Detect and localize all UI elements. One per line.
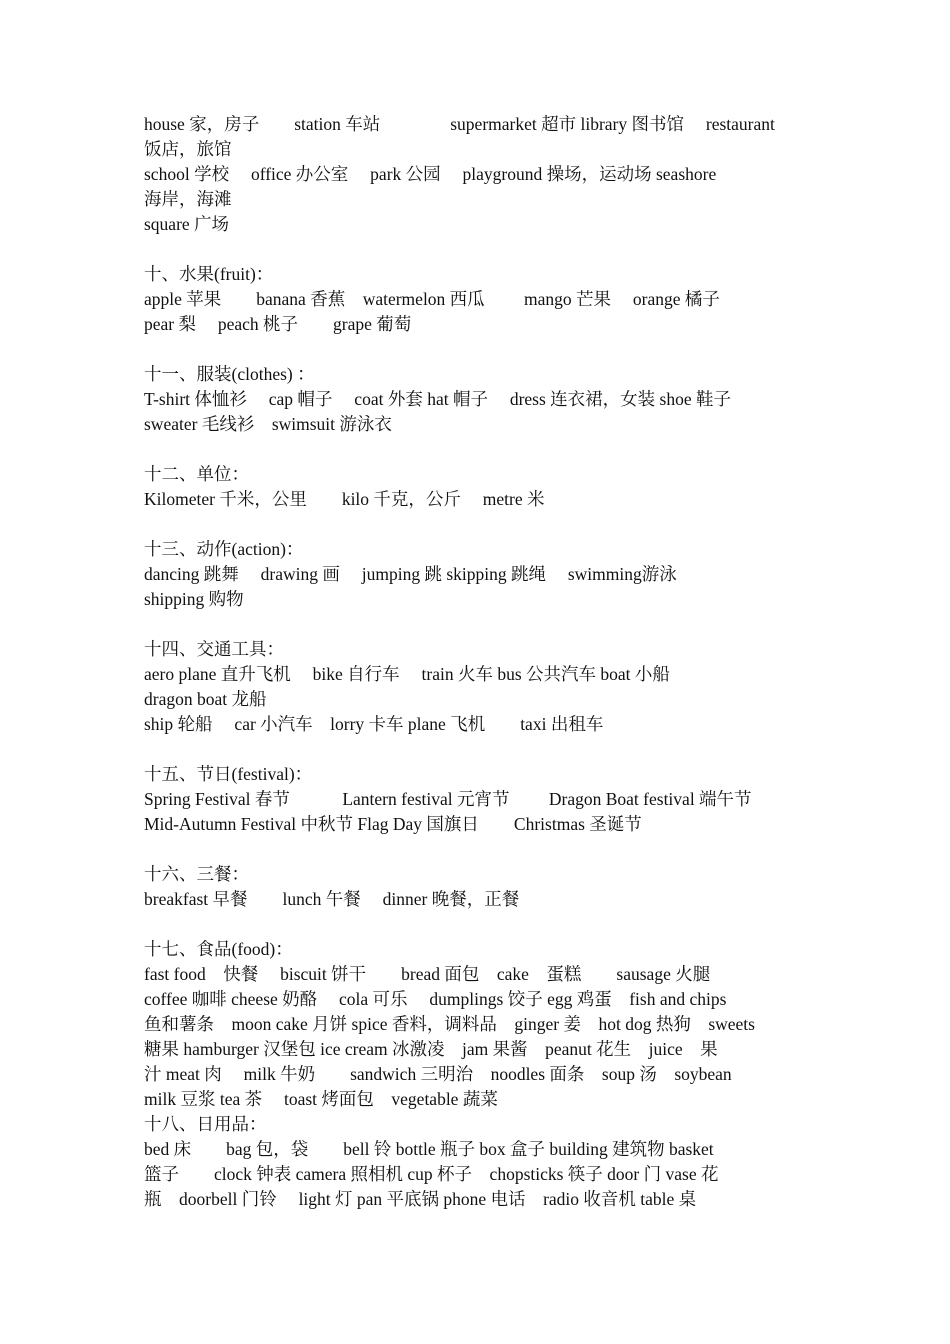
vocabulary-line: square 广场: [144, 214, 230, 234]
vocabulary-line: apple 苹果 banana 香蕉 watermelon 西瓜 mango 芒果 orange 橘子: [144, 289, 720, 309]
vocabulary-line: breakfast 早餐 lunch 午餐 dinner 晚餐，正餐: [144, 889, 520, 909]
section-heading: 十八、日用品：: [144, 1114, 267, 1134]
section-heading: 十五、节日(festival)：: [144, 764, 313, 784]
blank-line: [144, 512, 808, 537]
section-heading: 十六、三餐：: [144, 864, 249, 884]
section-heading: 十、水果(fruit)：: [144, 264, 274, 284]
vocabulary-line: dancing 跳舞 drawing 画 jumping 跳 skipping 跳绳 swimming游泳: [144, 564, 677, 584]
vocabulary-line: 汁 meat 肉 milk 牛奶 sandwich 三明治 noodles 面条 soup 汤 soybean: [144, 1064, 732, 1084]
section-heading: 十四、交通工具：: [144, 639, 284, 659]
vocabulary-line: coffee 咖啡 cheese 奶酪 cola 可乐 dumplings 饺子 egg 鸡蛋 fish and chips: [144, 989, 727, 1009]
vocabulary-line: Mid-Autumn Festival 中秋节 Flag Day 国旗日 Christmas 圣诞节: [144, 814, 642, 834]
vocabulary-line: aero plane 直升飞机 bike 自行车 train 火车 bus 公共汽车 boat 小船: [144, 664, 670, 684]
vocabulary-line: shipping 购物: [144, 589, 244, 609]
vocabulary-line: 篮子 clock 钟表 camera 照相机 cup 杯子 chopsticks 筷子 door 门 vase 花: [144, 1164, 719, 1184]
vocabulary-line: 糖果 hamburger 汉堡包 ice cream 冰激凌 jam 果酱 peanut 花生 juice 果: [144, 1039, 718, 1059]
vocabulary-line: Kilometer 千米，公里 kilo 千克，公斤 metre 米: [144, 489, 545, 509]
vocabulary-line: fast food 快餐 biscuit 饼干 bread 面包 cake 蛋糕 sausage 火腿: [144, 964, 711, 984]
section-heading: 十二、单位：: [144, 464, 249, 484]
document-body: [144, 112, 808, 1212]
section-heading: 十七、食品(food)：: [144, 939, 293, 959]
blank-line: [144, 837, 808, 862]
section-heading: 十一、服装(clothes) ：: [144, 364, 315, 384]
vocabulary-line: ship 轮船 car 小汽车 lorry 卡车 plane 飞机 taxi 出租车: [144, 714, 604, 734]
vocabulary-line: school 学校 office 办公室 park 公园 playground 操场，运动场 seashore: [144, 164, 717, 184]
blank-line: [144, 612, 808, 637]
blank-line: [144, 912, 808, 937]
blank-line: [144, 737, 808, 762]
vocabulary-line: 鱼和薯条 moon cake 月饼 spice 香料，调料品 ginger 姜 hot dog 热狗 sweets: [144, 1014, 755, 1034]
vocabulary-line: 海岸，海滩: [144, 189, 232, 209]
section-heading: 十三、动作(action)：: [144, 539, 304, 559]
blank-line: [144, 237, 808, 262]
blank-line: [144, 337, 808, 362]
blank-line: [144, 437, 808, 462]
vocabulary-line: 饭店，旅馆: [144, 139, 232, 159]
vocabulary-line: T-shirt 体恤衫 cap 帽子 coat 外套 hat 帽子 dress 连衣裙，女装 shoe 鞋子: [144, 389, 732, 409]
vocabulary-line: milk 豆浆 tea 茶 toast 烤面包 vegetable 蔬菜: [144, 1089, 498, 1109]
vocabulary-line: Spring Festival 春节 Lantern festival 元宵节 Dragon Boat festival 端午节: [144, 789, 752, 809]
vocabulary-line: house 家，房子 station 车站 supermarket 超市 library 图书馆 restaurant: [144, 114, 775, 134]
vocabulary-line: bed 床 bag 包，袋 bell 铃 bottle 瓶子 box 盒子 building 建筑物 basket: [144, 1139, 714, 1159]
vocabulary-line: 瓶 doorbell 门铃 light 灯 pan 平底锅 phone 电话 radio 收音机 table 桌: [144, 1189, 697, 1209]
vocabulary-line: pear 梨 peach 桃子 grape 葡萄: [144, 314, 412, 334]
vocabulary-line: dragon boat 龙船: [144, 689, 267, 709]
vocabulary-line: sweater 毛线衫 swimsuit 游泳衣: [144, 414, 392, 434]
